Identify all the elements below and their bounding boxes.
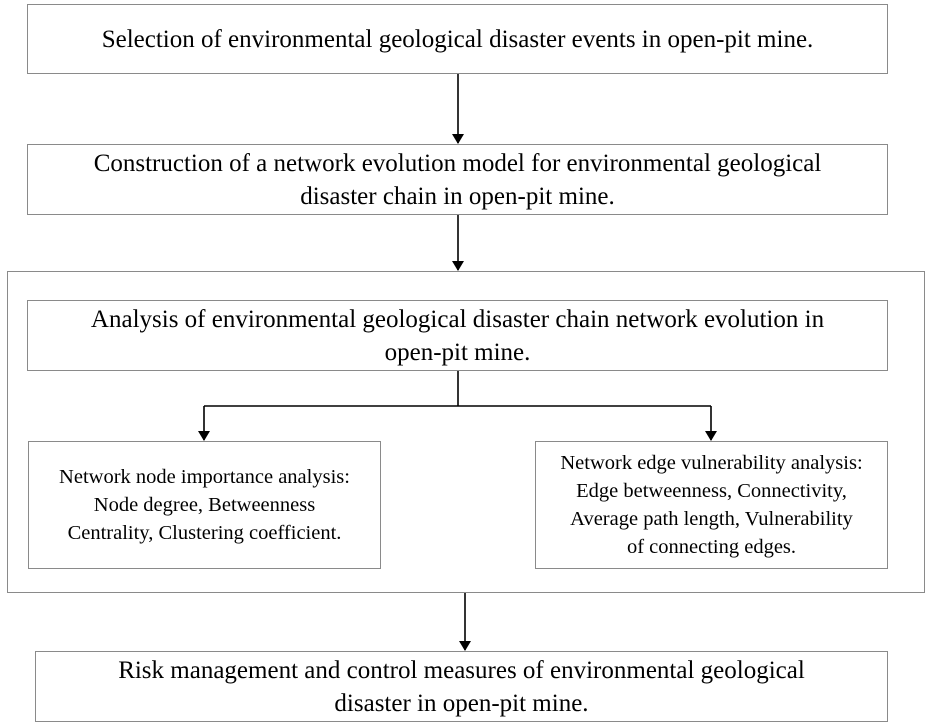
step-risk-management-line1: Risk management and control measures of environmental geological	[118, 656, 805, 684]
edge-vulnerability-analysis-line1: Network edge vulnerability analysis:	[560, 452, 863, 474]
edge-vulnerability-analysis-line4: of connecting edges.	[626, 536, 797, 558]
edge-vulnerability-analysis-line2: Edge betweenness, Connectivity,	[576, 480, 847, 502]
node-importance-analysis-line3: Centrality, Clustering coefficient.	[67, 522, 342, 544]
step-model-construction-line2: disaster chain in open-pit mine.	[300, 182, 615, 210]
step-network-evolution-analysis-line2: open-pit mine.	[384, 338, 531, 366]
step-selection-text: Selection of environmental geological disaster events in open-pit mine.	[101, 25, 814, 53]
edge-vulnerability-analysis-line3: Average path length, Vulnerability	[570, 508, 853, 530]
step-risk-management-line2: disaster in open-pit mine.	[334, 689, 589, 717]
step-model-construction-line1: Construction of a network evolution model for environmental geological	[93, 149, 822, 177]
node-importance-analysis-line2: Node degree, Betweenness	[93, 494, 316, 516]
node-importance-analysis-line1: Network node importance analysis:	[59, 466, 350, 488]
step-network-evolution-analysis-line1: Analysis of environmental geological disaster chain network evolution in	[90, 305, 825, 333]
